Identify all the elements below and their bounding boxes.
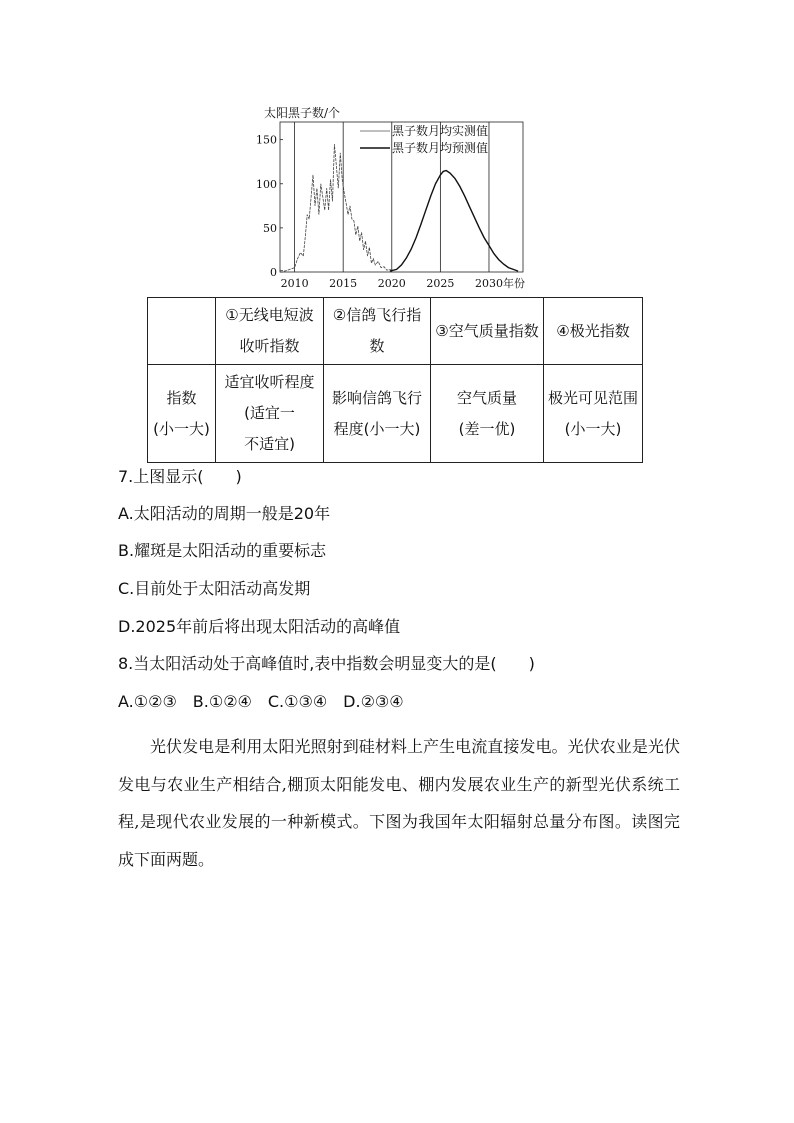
y-tick-label: 150: [256, 133, 277, 147]
table-cell: 指数 (小一大): [148, 365, 216, 463]
question-7-option-d: D.2025年前后将出现太阳活动的高峰值: [118, 617, 401, 636]
y-tick-label: 100: [256, 177, 277, 191]
x-tick-label: 2030年份: [474, 277, 525, 290]
series-line-predicted: [390, 171, 518, 272]
chart-legend: [360, 123, 488, 155]
table-header-cell: ③空气质量指数: [431, 298, 544, 365]
series-line-measured: [280, 144, 393, 271]
x-tick-label: 2010: [280, 277, 309, 290]
table-cell: 影响信鸽飞行 程度(小一大): [324, 365, 431, 463]
question-7-stem: 7.上图显示( ): [118, 467, 242, 486]
table-header-row: [148, 298, 643, 365]
index-table: [147, 297, 643, 463]
legend-label-predicted: 黑子数月均预测值: [392, 141, 489, 155]
table-header-cell: ②信鸽飞行指 数: [324, 298, 431, 365]
table-row: [148, 365, 643, 463]
table-cell: 极光可见范围 (小一大): [544, 365, 643, 463]
question-8-stem: 8.当太阳活动处于高峰值时,表中指数会明显变大的是( ): [118, 654, 535, 673]
y-axis-label: 太阳黑子数/个: [264, 106, 341, 120]
question-7-option-a: A.太阳活动的周期一般是20年: [118, 504, 331, 523]
x-tick-label: 2025: [426, 277, 455, 290]
question-8-options: A.①②③ B.①②④ C.①③④ D.②③④: [118, 692, 404, 711]
table-header-cell: ④极光指数: [544, 298, 643, 365]
question-7-option-b: B.耀斑是太阳活动的重要标志: [118, 541, 327, 560]
x-tick-label: 2020: [377, 277, 406, 290]
question-7-option-c: C.目前处于太阳活动高发期: [118, 579, 311, 598]
y-tick-label: 0: [270, 266, 277, 279]
table-header-cell: [148, 298, 216, 365]
table-cell: 适宜收听程度 (适宜一 不适宜): [216, 365, 324, 463]
reading-passage: 光伏发电是利用太阳光照射到硅材料上产生电流直接发电。光伏农业是光伏发电与农业生产相结合,棚顶太阳能发电、棚内发展农业生产的新型光伏系统工程,是现代农业发展的一种新模式。下图为我国年太阳辐射总量分布图。读图完成下面两题。: [118, 737, 680, 869]
x-tick-label: 2015: [329, 277, 358, 290]
sunspot-chart: [256, 100, 542, 292]
y-tick-label: 50: [263, 221, 277, 235]
table-header-cell: ①无线电短波 收听指数: [216, 298, 324, 365]
table-cell: 空气质量 (差一优): [431, 365, 544, 463]
legend-label-measured: 黑子数月均实测值: [392, 124, 489, 138]
